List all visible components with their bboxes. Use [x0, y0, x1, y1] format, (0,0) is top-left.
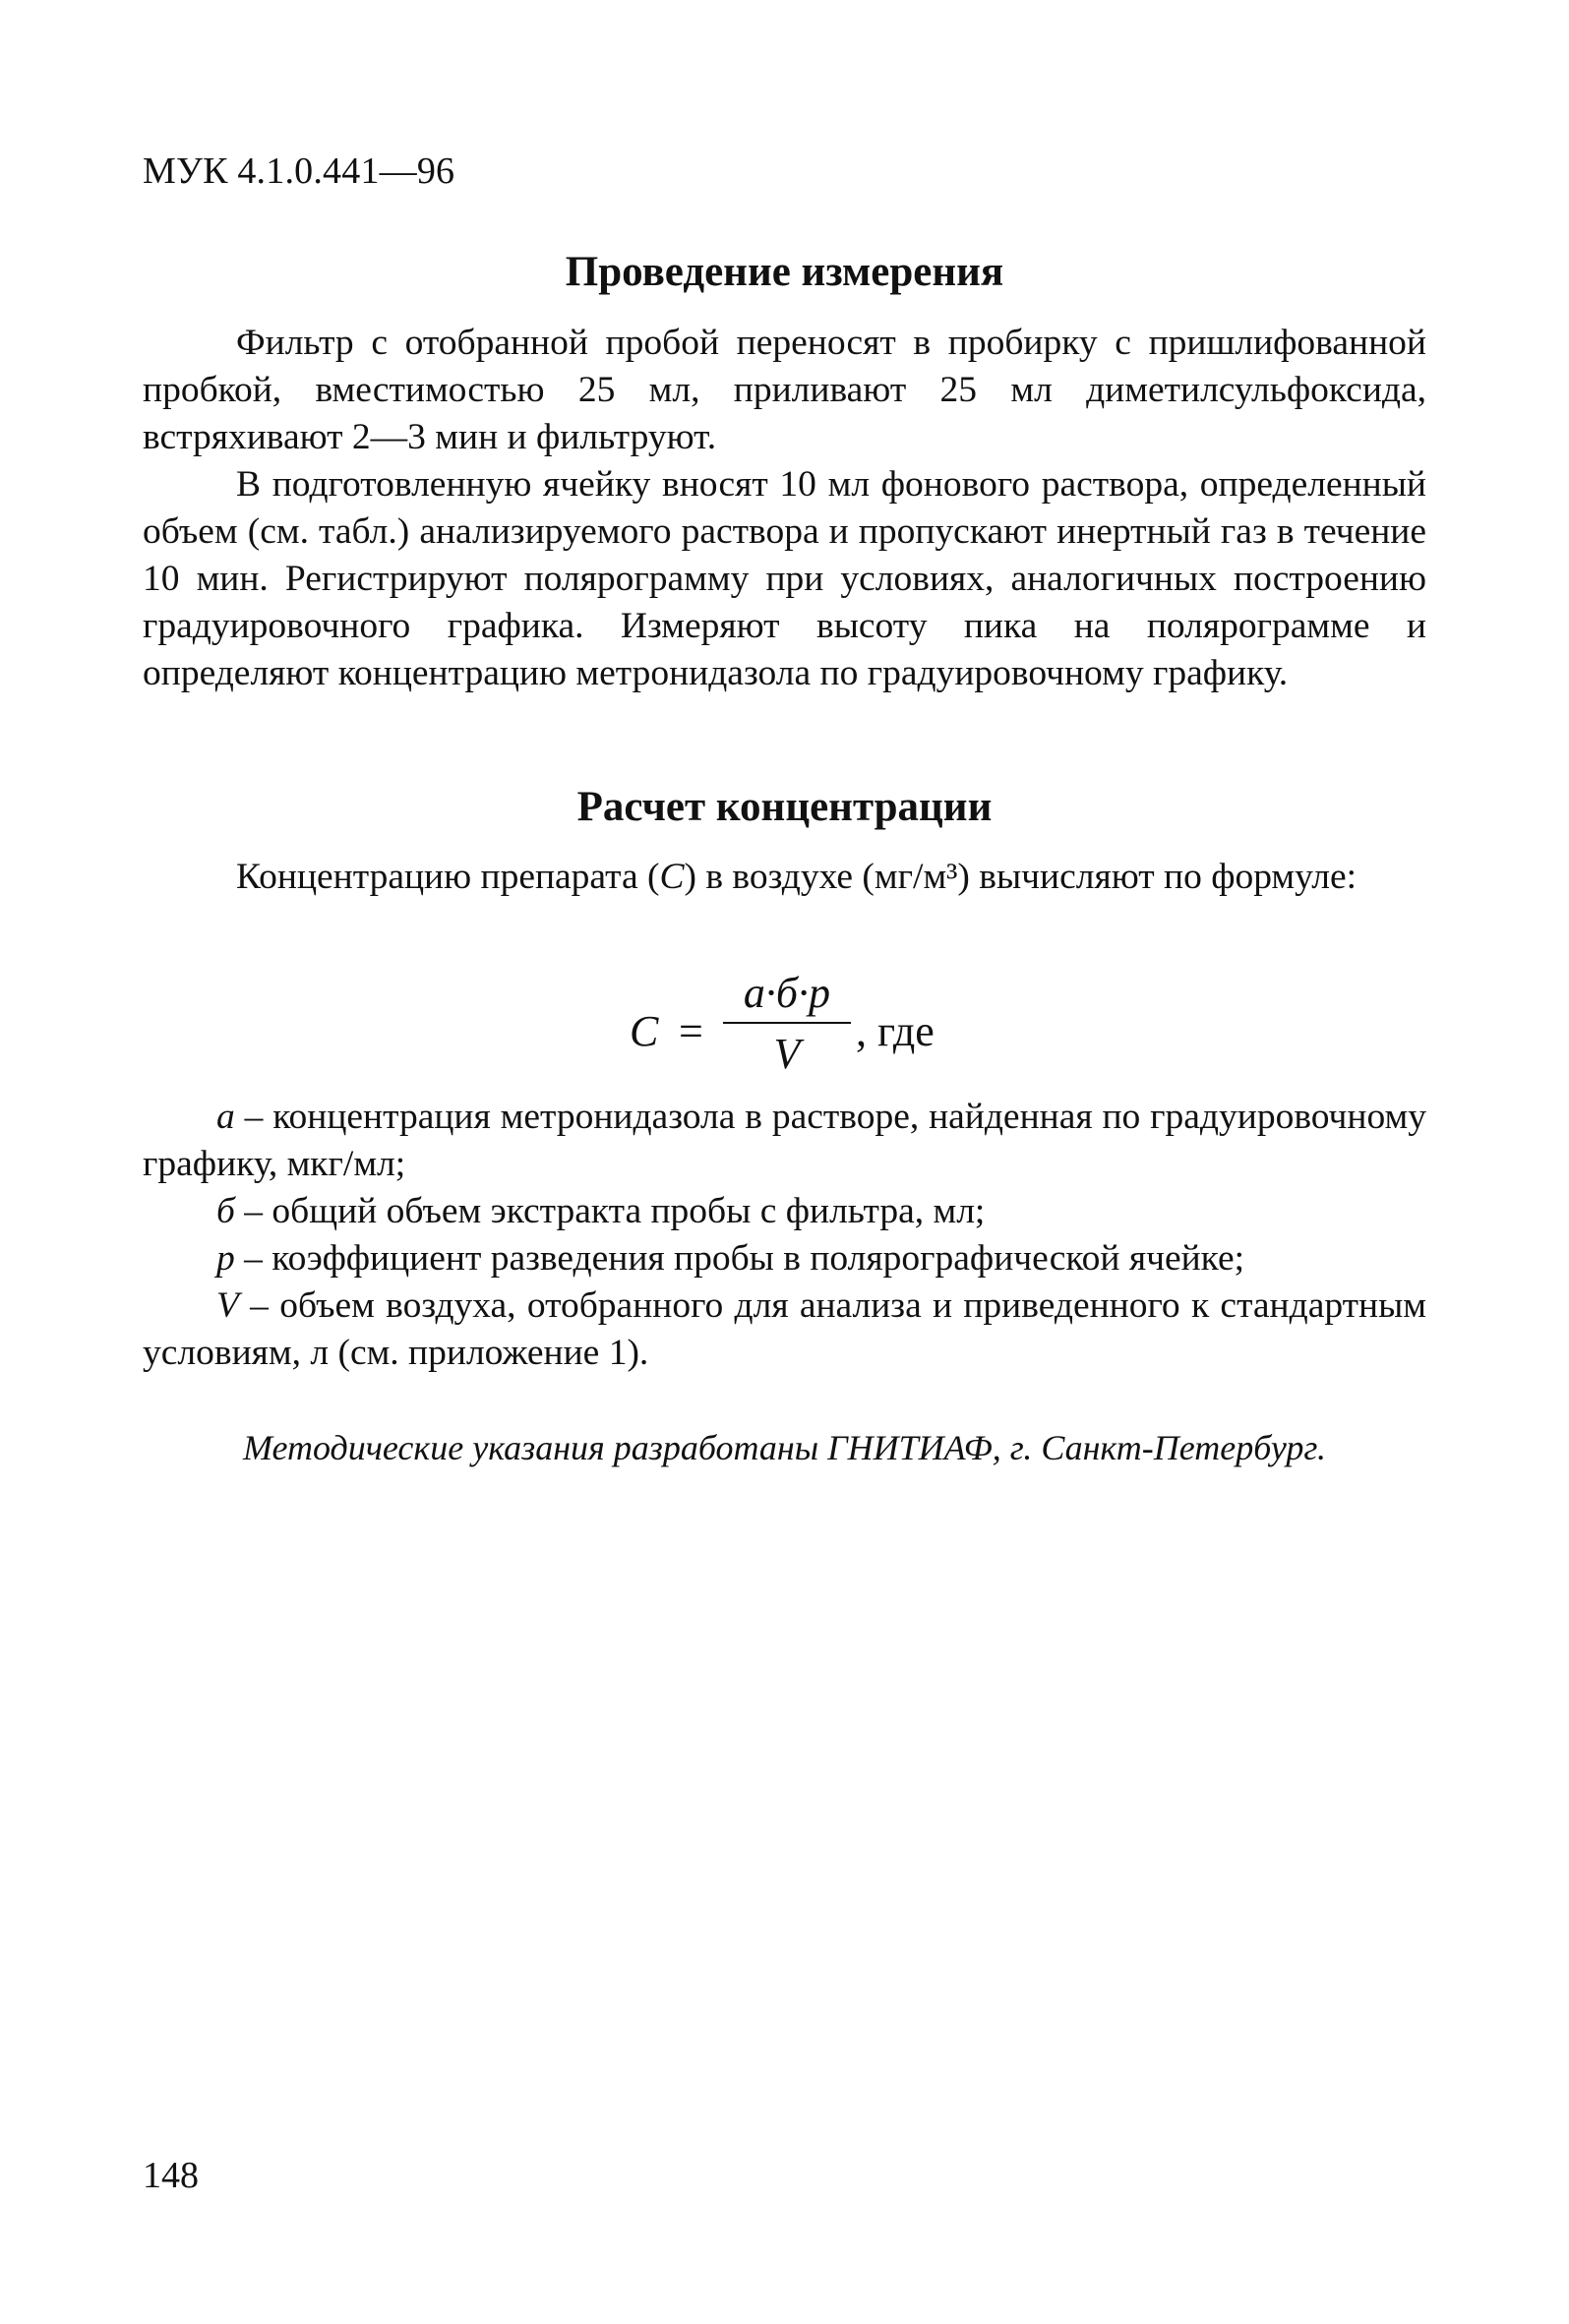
variable-definitions: [143, 1094, 1426, 1377]
formula-suffix: , где: [856, 1007, 935, 1055]
formula-lhs: C: [630, 1007, 659, 1055]
intro-after: ) в воздухе (мг/м³) вычисляют по формуле:: [684, 857, 1358, 897]
variable-symbol: р: [216, 1238, 235, 1279]
authorship-credit: Методические указания разработаны ГНИТИАФ, г. Санкт-Петербург.: [243, 1428, 1326, 1467]
variable-text: – объем воздуха, отобранного для анализа и приведенного к стандартным условиям, л (см. приложение 1).: [143, 1285, 1426, 1373]
variable-def-p: [143, 1235, 1426, 1282]
section-heading-measurement: Проведение измерения: [565, 249, 1004, 295]
intro-before: Концентрацию препарата (: [236, 857, 660, 897]
formula-numerator: a·б·p: [743, 969, 831, 1017]
measurement-paragraph-2: В подготовленную ячейку вносят 10 мл фонового раствора, определенный объем (см. табл.) анализируемого раствора и пропускают инертный газ в течение 10 мин. Регистрируют полярограмму при условиях, аналогичных построению градуировочного графика. Измеряют высоту пика на полярограмме и определяют концентрацию метронидазола по градуировочному графику.: [143, 464, 1426, 693]
variable-text: – коэффициент разведения пробы в полярографической ячейке;: [234, 1238, 1245, 1279]
variable-symbol: б: [216, 1191, 235, 1231]
variable-def-b: [143, 1188, 1426, 1235]
variable-text: – общий объем экстракта пробы с фильтра, мл;: [234, 1191, 986, 1231]
variable-text: – концентрация метронидазола в растворе, найденная по градуировочному графику, мкг/мл;: [143, 1097, 1426, 1184]
formula-fraction: [723, 969, 851, 1079]
fraction-bar: [723, 1022, 851, 1024]
page-number: 148: [143, 2155, 199, 2196]
variable-symbol: а: [216, 1097, 235, 1137]
variable-def-a: [143, 1094, 1426, 1188]
section-heading-calculation: Расчет концентрации: [576, 784, 993, 830]
measurement-paragraph-1: Фильтр с отобранной пробой переносят в пробирку с пришлифованной пробкой, вместимостью 25 мл, приливают 25 мл диметилсульфоксида, встряхивают 2—3 мин и фильтруют.: [143, 323, 1426, 457]
measurement-body: [143, 320, 1426, 697]
variable-symbol: V: [216, 1285, 239, 1326]
formula-equals: =: [679, 1007, 703, 1055]
concentration-formula: [630, 969, 1023, 1097]
formula-denominator: V: [773, 1030, 801, 1078]
variable-def-v: [143, 1282, 1426, 1377]
calculation-intro-text: [143, 854, 1426, 901]
calculation-intro: [143, 854, 1426, 901]
running-header: МУК 4.1.0.441—96: [143, 150, 455, 192]
intro-symbol: С: [659, 857, 685, 897]
